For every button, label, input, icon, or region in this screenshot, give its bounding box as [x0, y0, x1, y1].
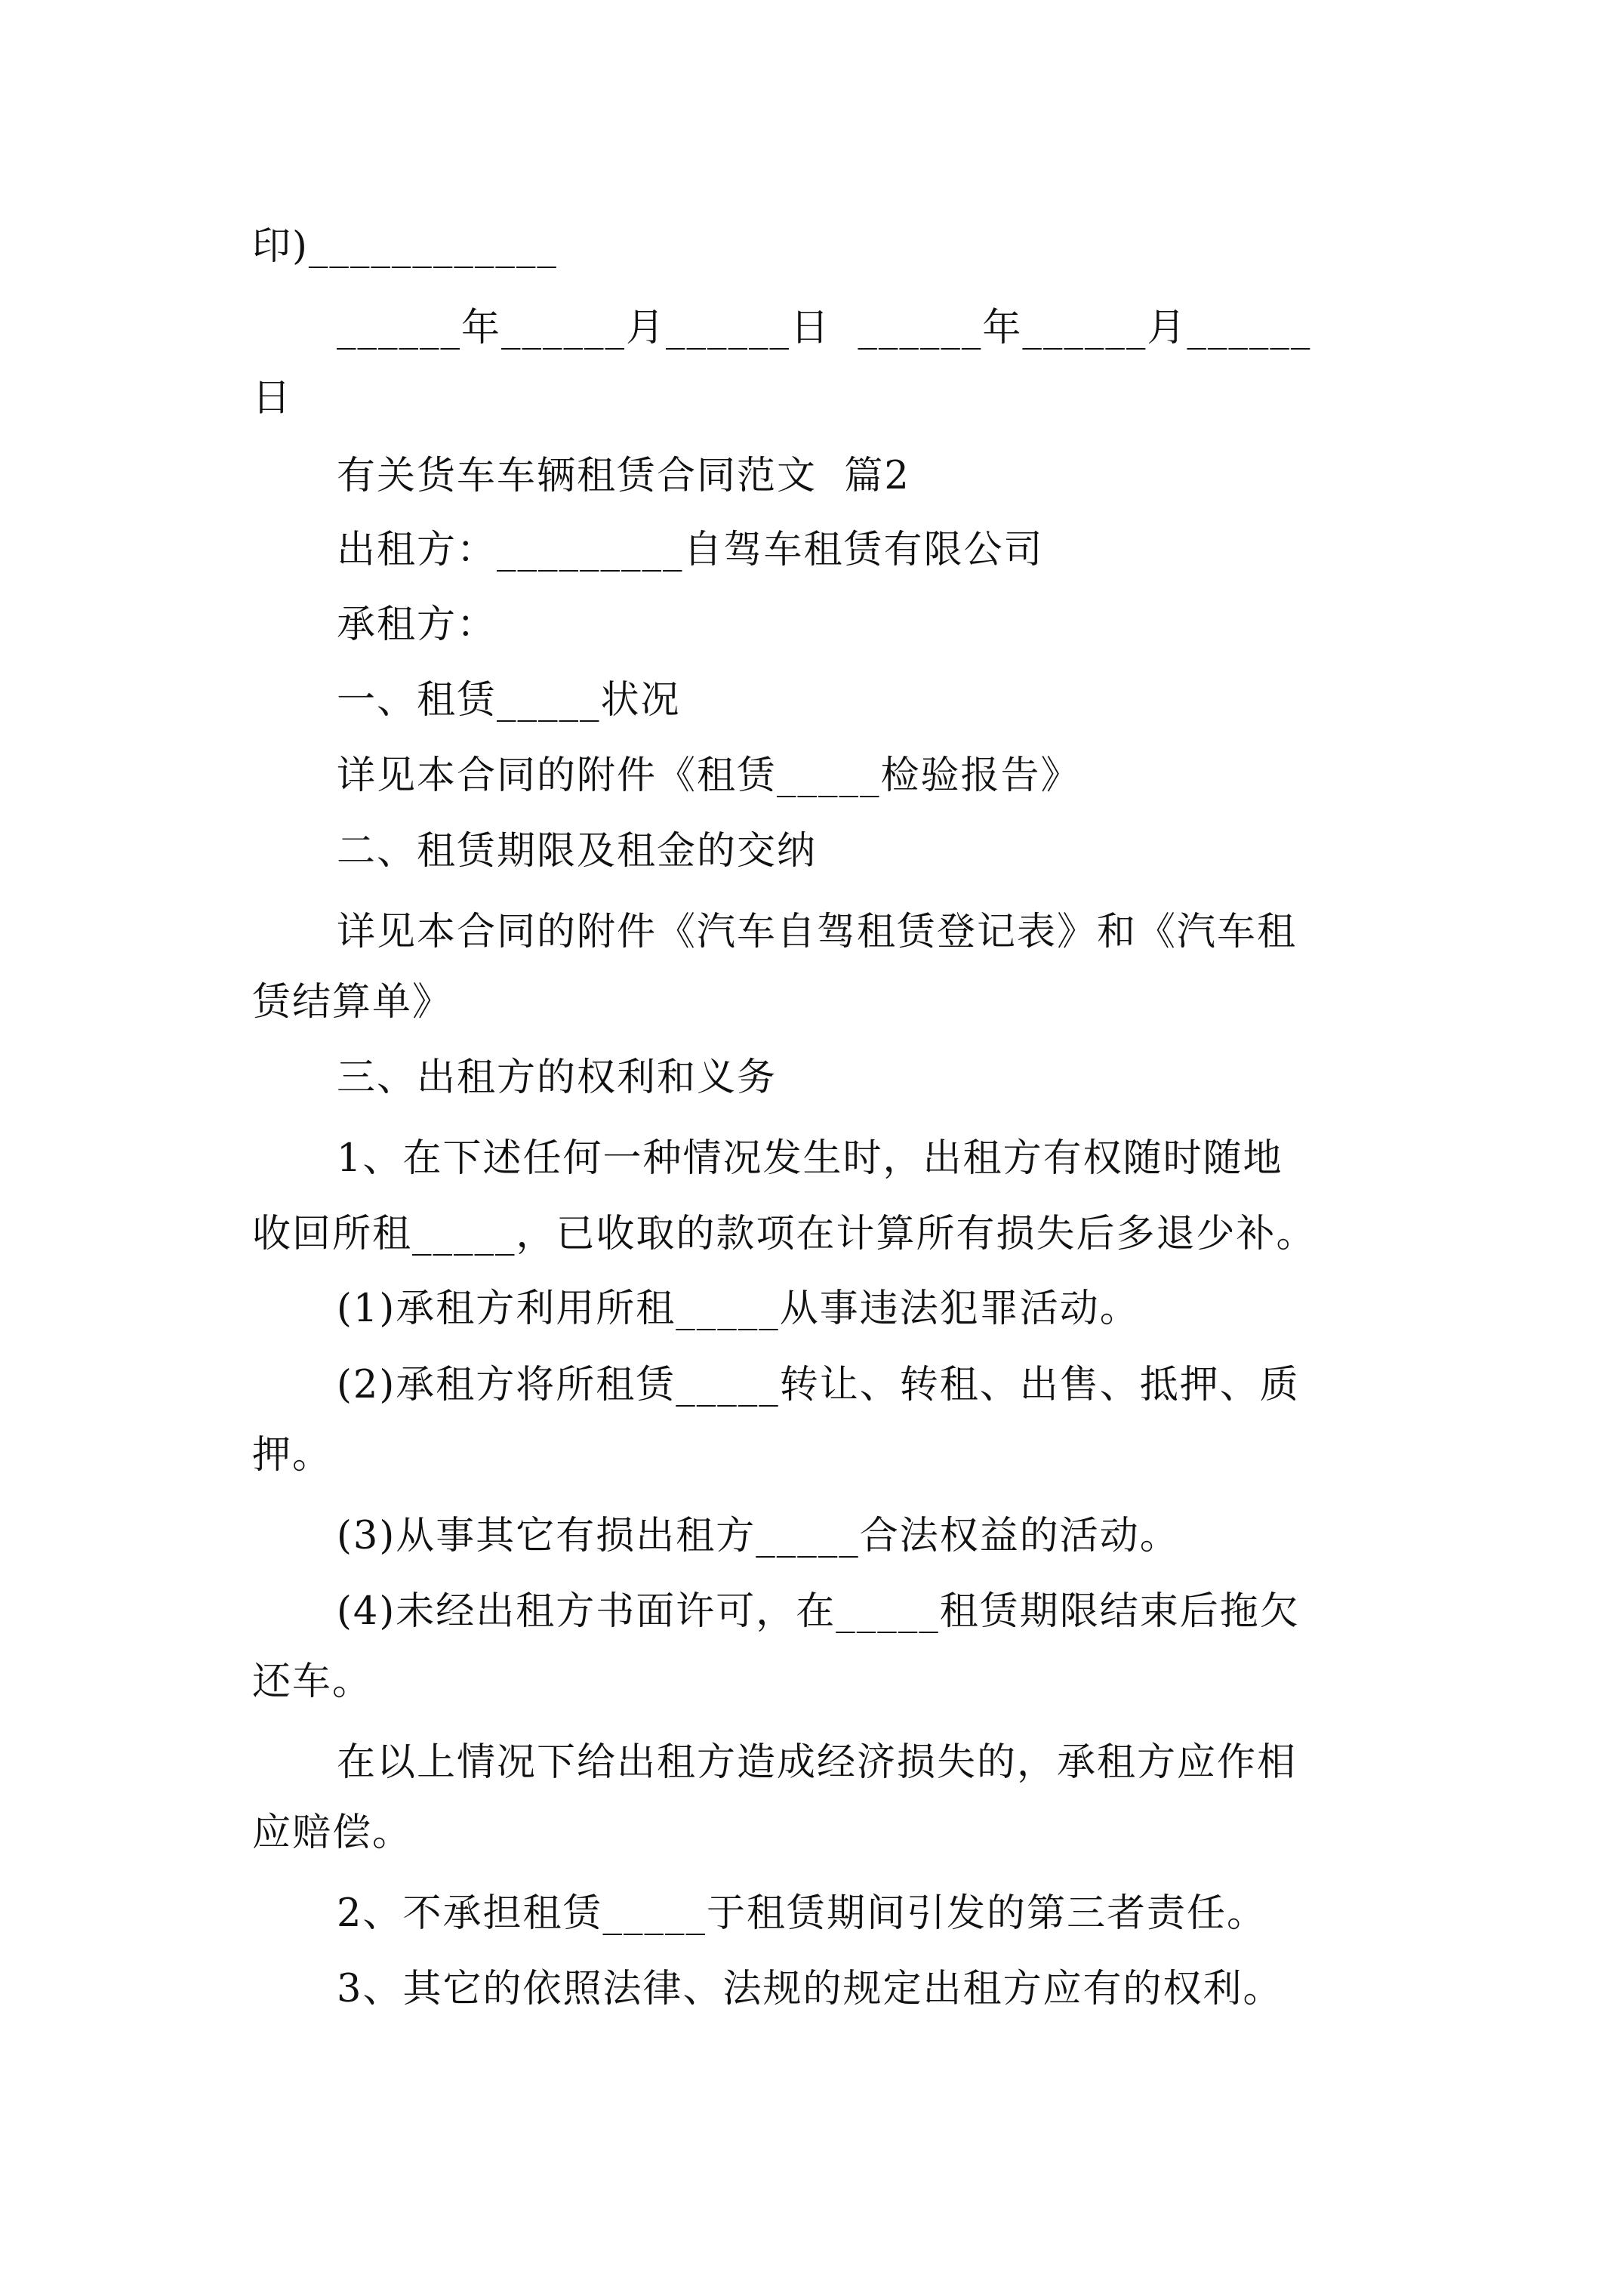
text-line: 3、其它的依照法律、法规的规定出租方应有的权利。 — [337, 1967, 1283, 2011]
text-line: (4)未经出租方书面许可，在_____租赁期限结束后拖欠 — [337, 1589, 1300, 1634]
text-line: 印)____________ — [252, 224, 558, 269]
text-line: 承租方： — [337, 603, 497, 647]
section-title: 有关货车车辆租赁合同范文 篇2 — [337, 454, 910, 498]
clause-heading: 二、租赁期限及租金的交纳 — [337, 829, 818, 874]
text-line: (2)承租方将所租赁_____转让、转租、出售、抵押、质 — [337, 1363, 1300, 1407]
text-line: 1、在下述任何一种情况发生时，出租方有权随时随地 — [337, 1136, 1283, 1181]
text-line: 还车。 — [252, 1660, 373, 1704]
clause-heading: 三、出租方的权利和义务 — [337, 1056, 778, 1100]
text-line: ______年______月______日 ______年______月______ — [337, 306, 1312, 350]
clause-heading: 一、租赁_____状况 — [337, 678, 681, 723]
text-line: 应赔偿。 — [252, 1811, 413, 1855]
text-line: 赁结算单》 — [252, 980, 453, 1025]
text-line: (3)从事其它有损出租方_____合法权益的活动。 — [337, 1514, 1180, 1558]
text-line: 收回所租_____，已收取的款项在计算所有损失后多退少补。 — [252, 1212, 1317, 1256]
text-line: 2、不承担租赁_____于租赁期间引发的第三者责任。 — [337, 1891, 1267, 1936]
text-line: (1)承租方利用所租_____从事违法犯罪活动。 — [337, 1287, 1140, 1331]
text-line: 详见本合同的附件《租赁_____检验报告》 — [337, 754, 1081, 798]
text-line: 日 — [252, 376, 293, 421]
text-line: 出租方：_________自驾车租赁有限公司 — [337, 528, 1044, 572]
text-line: 押。 — [252, 1433, 333, 1478]
text-line: 详见本合同的附件《汽车自驾租赁登记表》和《汽车租 — [337, 910, 1298, 954]
text-line: 在以上情况下给出租方造成经济损失的，承租方应作相 — [337, 1740, 1298, 1785]
